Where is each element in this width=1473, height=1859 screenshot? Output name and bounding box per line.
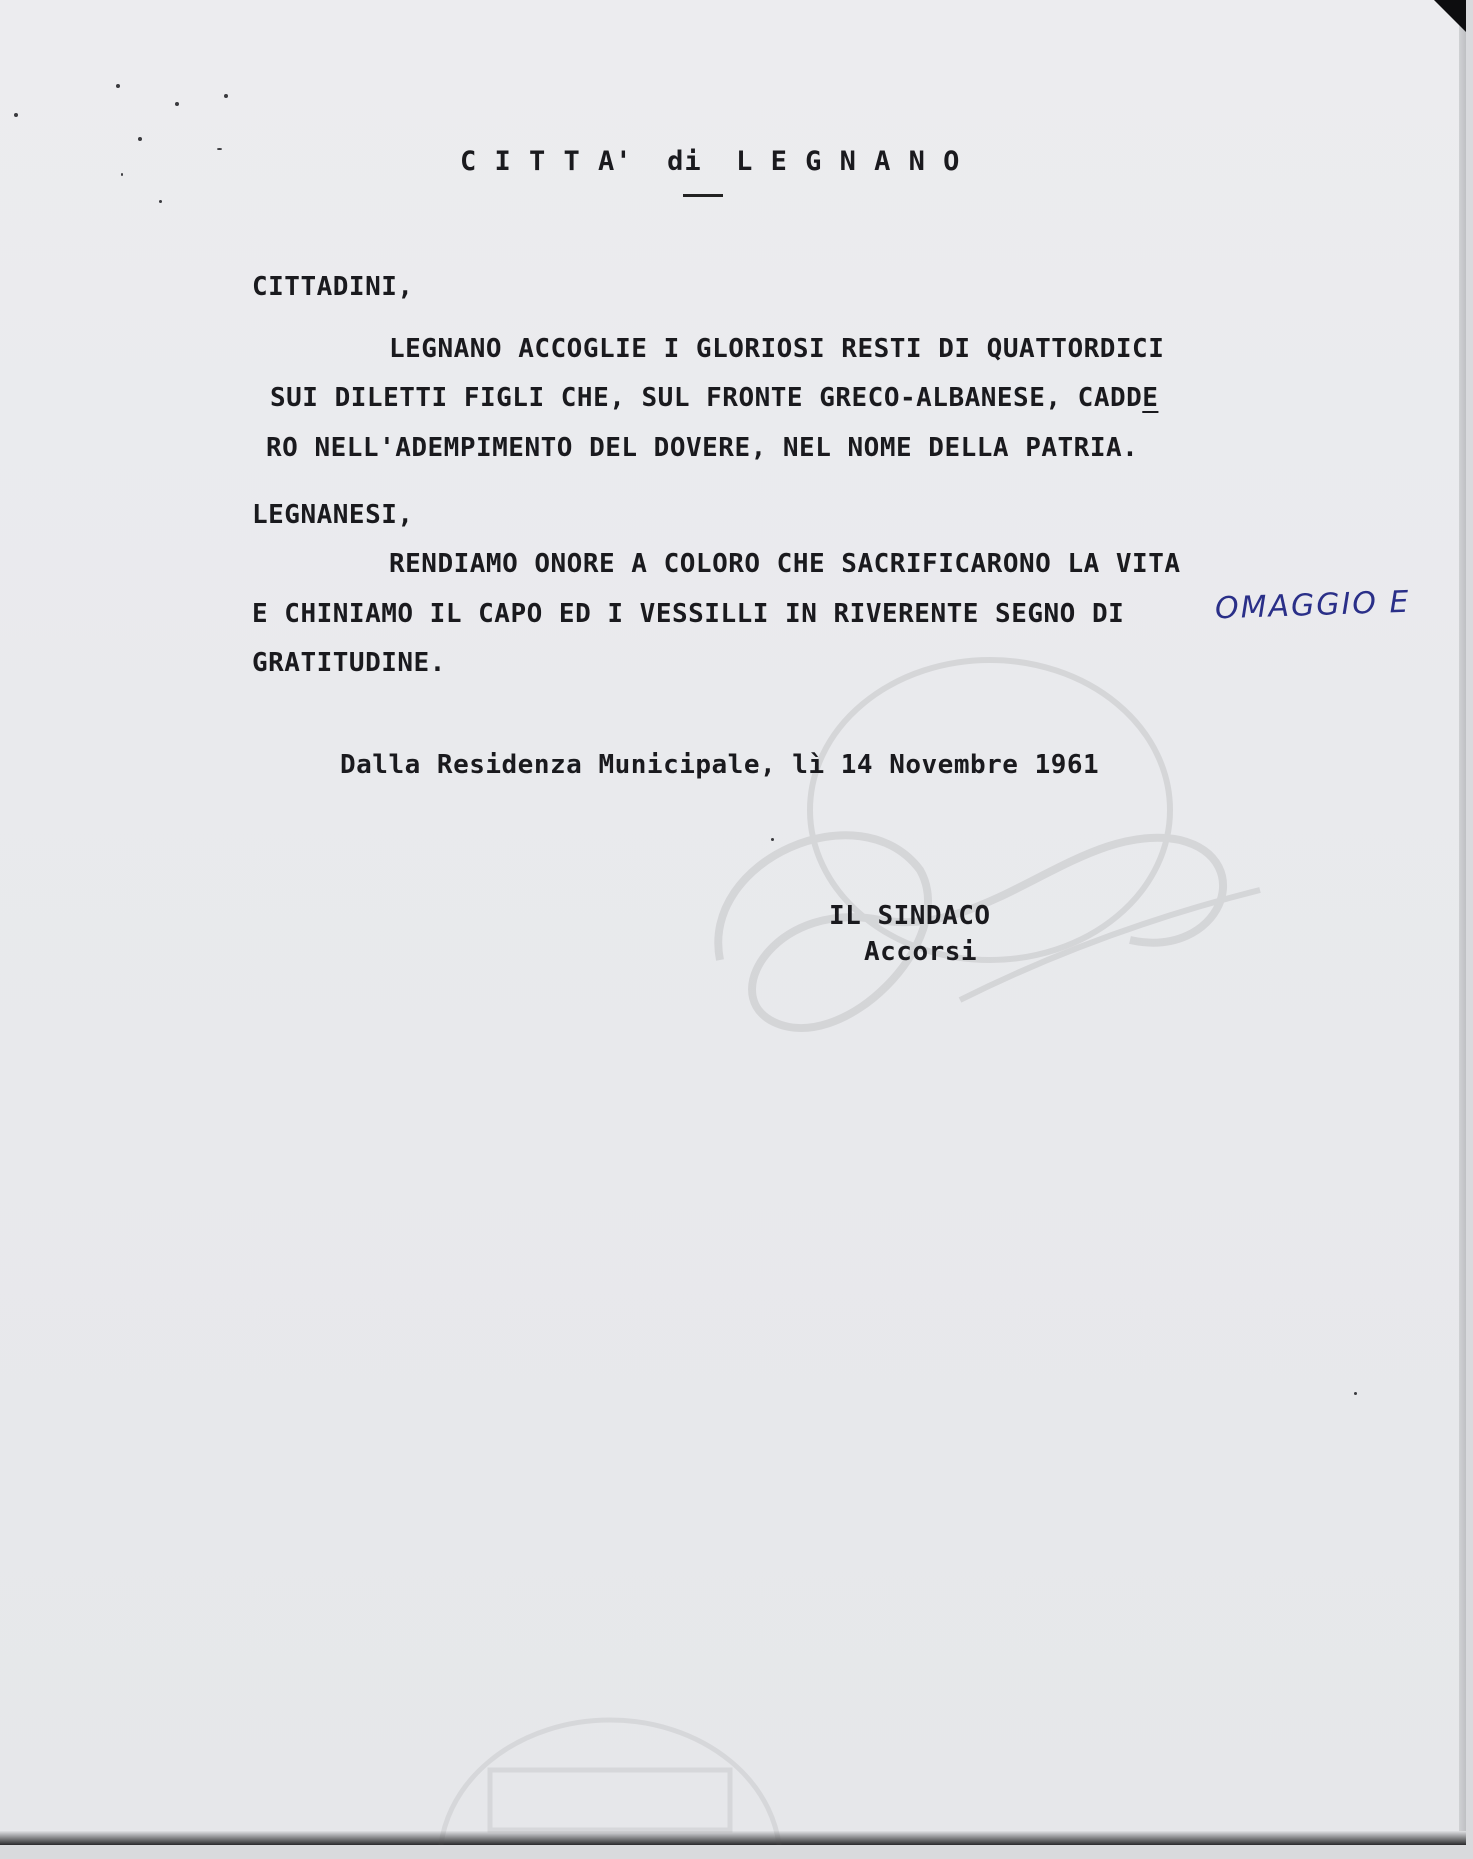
speck [121, 173, 123, 176]
paragraph-2-line-3: GRATITUDINE. [252, 648, 446, 678]
place-and-date: Dalla Residenza Municipale, lì 14 Novembre 1961 [340, 750, 1100, 780]
underlined-letter: E [1142, 383, 1159, 413]
title-underline [683, 194, 723, 197]
speck [217, 148, 222, 150]
page-title: C I T T A' di L E G N A N O [460, 146, 961, 177]
speck [14, 113, 18, 117]
salutation-legnanesi: LEGNANESI, [252, 500, 414, 530]
paragraph-1-line-1: LEGNANO ACCOGLIE I GLORIOSI RESTI DI QUATTORDICI [389, 334, 1165, 364]
paragraph-1-line-3: RO NELL'ADEMPIMENTO DEL DOVERE, NEL NOME DELLA PATRIA. [266, 433, 1139, 463]
watermark-stamp-icon [660, 640, 1320, 1110]
speck [1354, 1392, 1357, 1395]
salutation-cittadini: CITTADINI, [252, 272, 414, 302]
paragraph-2-line-2: E CHINIAMO IL CAPO ED I VESSILLI IN RIVERENTE SEGNO DI [252, 599, 1125, 629]
speck [138, 137, 142, 141]
paragraph-1-line-2 [270, 383, 1158, 413]
paper-edge-right [1459, 0, 1466, 1845]
speck [116, 84, 120, 88]
paragraph-1-line-2-text: SUI DILETTI FIGLI CHE, SUL FRONTE GRECO-ALBANESE, CADD [270, 383, 1143, 413]
signatory-name: Accorsi [864, 937, 978, 967]
paragraph-2-line-1: RENDIAMO ONORE A COLORO CHE SACRIFICARONO LA VITA [389, 549, 1181, 579]
handwritten-insert: OMAGGIO E [1214, 584, 1412, 627]
speck [224, 94, 228, 98]
watermark-stamp-bottom-icon [420, 1700, 800, 1845]
signatory-title: IL SINDACO [829, 901, 991, 931]
speck [175, 102, 179, 106]
speck [159, 200, 162, 203]
